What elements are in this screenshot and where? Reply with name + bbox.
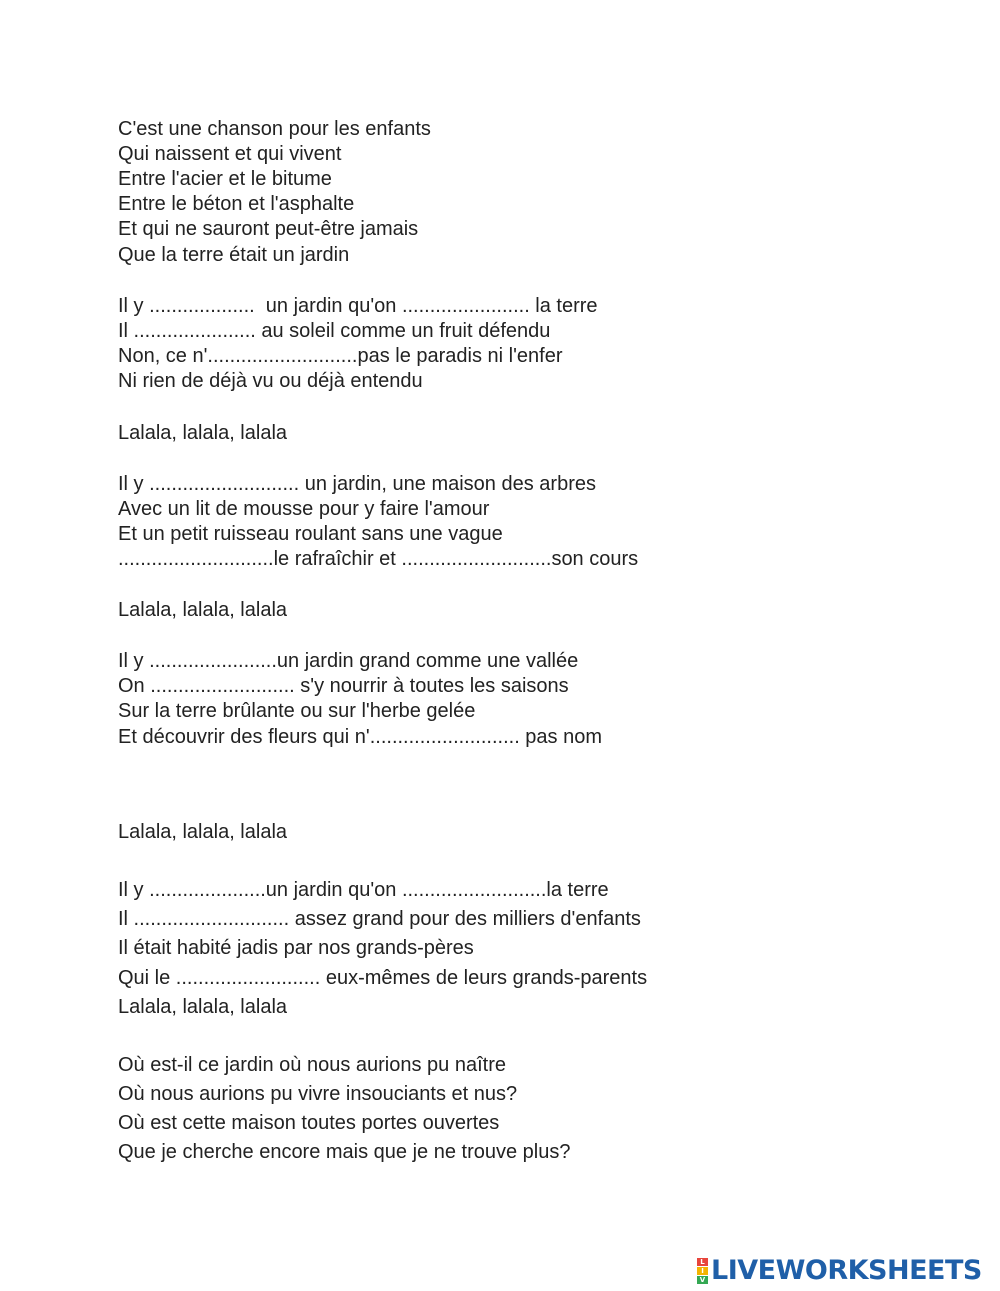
- lyric-line: Avec un lit de mousse pour y faire l'amour: [118, 498, 490, 520]
- lyric-line: Sur la terre brûlante ou sur l'herbe gelée: [118, 700, 476, 722]
- lyric-line: Où nous aurions pu vivre insouciants et nus?: [118, 1083, 518, 1105]
- lyric-line: Où est cette maison toutes portes ouvertes: [118, 1112, 500, 1134]
- logo-badge-letter: L: [697, 1258, 708, 1266]
- logo-badge-icon: [697, 1258, 708, 1284]
- lyric-line: Qui naissent et qui vivent: [118, 143, 342, 165]
- logo-badge-letter: V: [697, 1276, 708, 1284]
- lyric-line: Il ...................... au soleil comme un fruit défendu: [118, 320, 551, 342]
- lyric-line: Et qui ne sauront peut-être jamais: [118, 218, 419, 240]
- lyric-line: Il était habité jadis par nos grands-pères: [118, 937, 474, 959]
- lyric-line: Qui le .......................... eux-mêmes de leurs grands-parents: [118, 967, 648, 989]
- lyric-line: Il y .....................un jardin qu'on ..........................la terre: [118, 879, 609, 901]
- lyric-line: Où est-il ce jardin où nous aurions pu naître: [118, 1054, 506, 1076]
- lyric-line: Entre le béton et l'asphalte: [118, 193, 355, 215]
- lyric-line: Il ............................ assez grand pour des milliers d'enfants: [118, 908, 641, 930]
- lyric-line: Lalala, lalala, lalala: [118, 996, 288, 1018]
- lyric-line: Il y ........................... un jardin, une maison des arbres: [118, 473, 596, 495]
- liveworksheets-logo: [697, 1256, 982, 1286]
- lyric-line: Que je cherche encore mais que je ne trouve plus?: [118, 1141, 571, 1163]
- lyric-line: Lalala, lalala, lalala: [118, 599, 288, 621]
- lyric-line: On .......................... s'y nourrir à toutes les saisons: [118, 675, 569, 697]
- lyric-line: Il y ................... un jardin qu'on ....................... la terre: [118, 295, 598, 317]
- lyric-line: Entre l'acier et le bitume: [118, 168, 332, 190]
- logo-badge-letter: I: [697, 1267, 708, 1275]
- lyric-line: C'est une chanson pour les enfants: [118, 118, 431, 140]
- lyric-line: Ni rien de déjà vu ou déjà entendu: [118, 370, 423, 392]
- logo-text: LIVEWORKSHEETS: [711, 1255, 982, 1286]
- lyric-line: ............................le rafraîchir et ...........................son cours: [118, 548, 639, 570]
- lyric-line: Et un petit ruisseau roulant sans une vague: [118, 523, 503, 545]
- lyric-line: Non, ce n'...........................pas le paradis ni l'enfer: [118, 345, 563, 367]
- lyric-line: Il y .......................un jardin grand comme une vallée: [118, 650, 579, 672]
- lyric-line: Lalala, lalala, lalala: [118, 821, 288, 843]
- lyric-line: Lalala, lalala, lalala: [118, 422, 288, 444]
- lyric-line: Que la terre était un jardin: [118, 244, 350, 266]
- lyric-line: Et découvrir des fleurs qui n'........................... pas nom: [118, 726, 603, 748]
